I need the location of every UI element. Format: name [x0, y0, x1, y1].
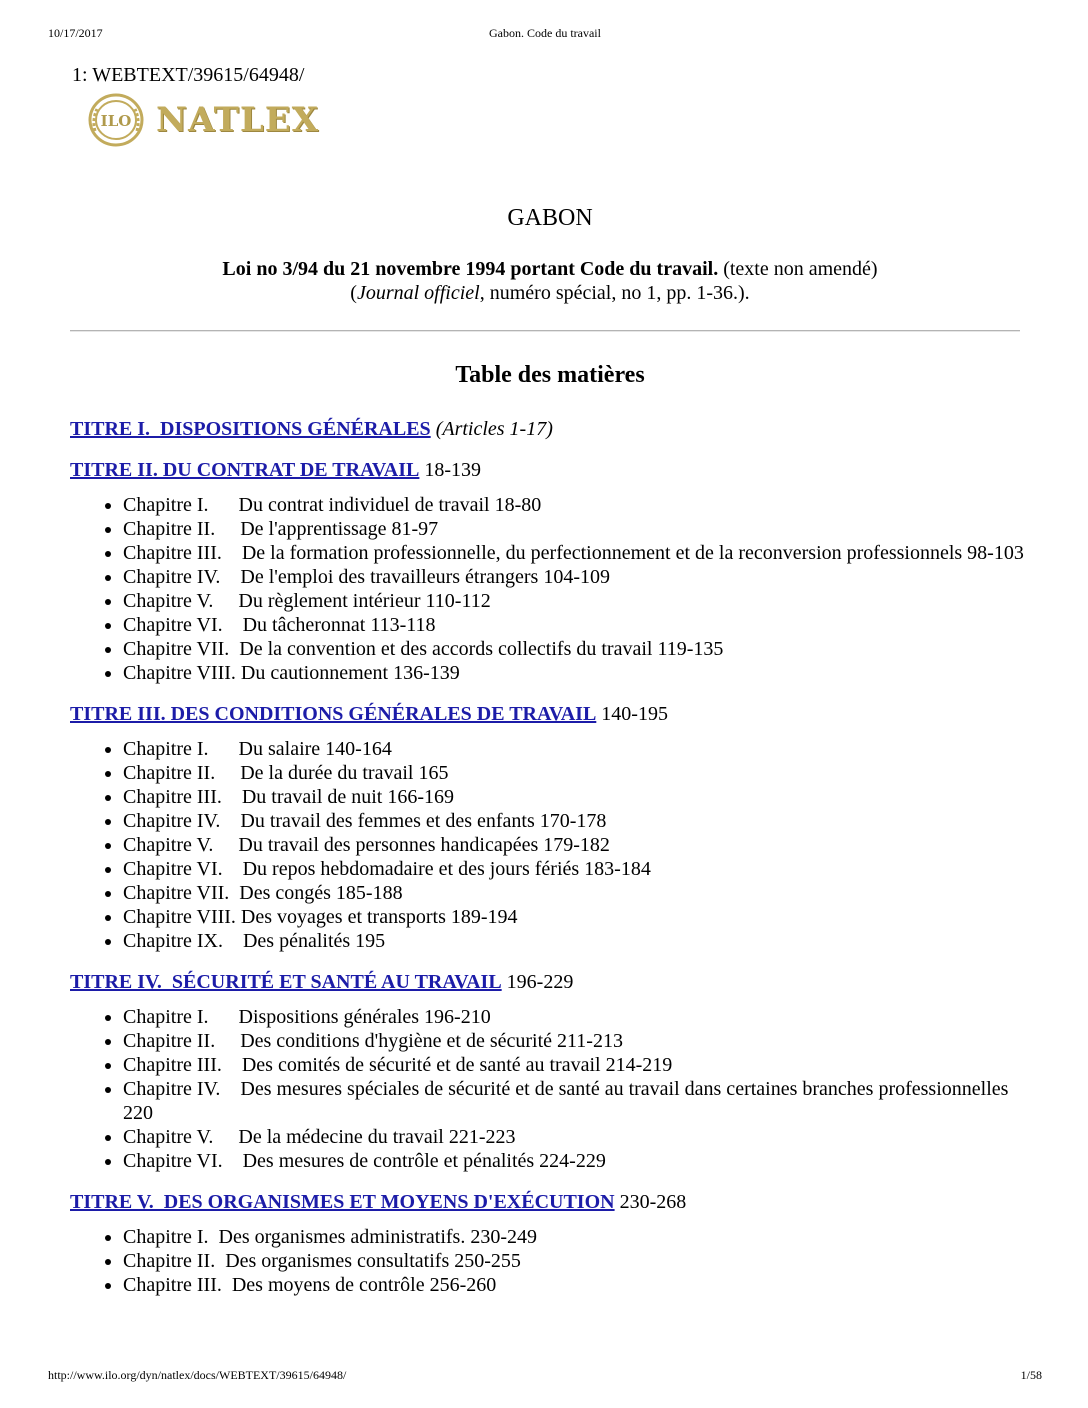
- chapter-item: • Chapitre III. Des comités de sécurité et de santé au travail 214-219: [123, 1053, 1030, 1077]
- chapter-item: • Chapitre III. De la formation professionnelle, du perfectionnement et de la reconversion professionnels 98-103: [123, 541, 1030, 565]
- natlex-wordmark: NATLEX: [156, 100, 320, 140]
- chapter-item: • Chapitre VI. Du repos hebdomadaire et des jours fériés 183-184: [123, 857, 1030, 881]
- chapter-item: • Chapitre I. Du salaire 140-164: [123, 737, 1030, 761]
- chapter-list: [70, 493, 1030, 685]
- chapter-item: • Chapitre III. Des moyens de contrôle 256-260: [123, 1273, 1030, 1297]
- print-footer: [48, 1368, 1042, 1386]
- chapter-item: • Chapitre II. De la durée du travail 165: [123, 761, 1030, 785]
- chapter-list: [70, 1225, 1030, 1297]
- print-title: Gabon. Code du travail: [489, 26, 601, 40]
- country-title: GABON: [507, 205, 593, 231]
- chapter-item: • Chapitre IX. Des pénalités 195: [123, 929, 1030, 953]
- journal-details: , numéro spécial, no 1, pp. 1-36.).: [479, 282, 750, 304]
- titre-article-range: 18-139: [419, 459, 482, 481]
- natlex-logo: [86, 90, 1030, 150]
- print-header: [48, 26, 1042, 44]
- reference-line: 1: WEBTEXT/39615/64948/: [72, 64, 305, 86]
- chapter-item: • Chapitre VII. Des congés 185-188: [123, 881, 1030, 905]
- seal-text: ILO: [100, 112, 132, 130]
- titre-heading: [70, 458, 1030, 482]
- chapter-item: • Chapitre V. Du règlement intérieur 110-112: [123, 589, 1030, 613]
- journal-name: Journal officiel: [356, 282, 480, 304]
- chapter-item: • Chapitre I. Dispositions générales 196-210: [123, 1005, 1030, 1029]
- titre-heading: [70, 417, 1030, 441]
- chapter-item: • Chapitre IV. De l'emploi des travailleurs étrangers 104-109: [123, 565, 1030, 589]
- titre-article-range: 196-229: [501, 971, 574, 993]
- chapter-item: • Chapitre IV. Du travail des femmes et des enfants 170-178: [123, 809, 1030, 833]
- chapter-list: [70, 737, 1030, 953]
- chapter-item: • Chapitre VIII. Des voyages et transports 189-194: [123, 905, 1030, 929]
- print-date: 10/17/2017: [48, 26, 103, 40]
- titre-link[interactable]: TITRE II. DU CONTRAT DE TRAVAIL: [70, 459, 420, 481]
- chapter-item: • Chapitre II. Des conditions d'hygiène et de sécurité 211-213: [123, 1029, 1030, 1053]
- titre-article-range: (Articles 1-17): [430, 418, 553, 440]
- chapter-item: • Chapitre II. Des organismes consultatifs 250-255: [123, 1249, 1030, 1273]
- titre-link[interactable]: TITRE V. DES ORGANISMES ET MOYENS D'EXÉCUTION: [70, 1191, 615, 1213]
- law-citation: [70, 257, 1030, 305]
- chapter-item: • Chapitre II. De l'apprentissage 81-97: [123, 517, 1030, 541]
- toc-heading: Table des matières: [455, 362, 645, 388]
- chapter-item: • Chapitre III. Du travail de nuit 166-169: [123, 785, 1030, 809]
- journal-open: (: [350, 282, 357, 304]
- horizontal-rule: [70, 330, 1020, 332]
- table-of-contents: [70, 417, 1030, 1297]
- chapter-item: • Chapitre I. Des organismes administratifs. 230-249: [123, 1225, 1030, 1249]
- titre-heading: [70, 970, 1030, 994]
- chapter-item: • Chapitre VI. Des mesures de contrôle et pénalités 224-229: [123, 1149, 1030, 1173]
- chapter-item: • Chapitre VIII. Du cautionnement 136-139: [123, 661, 1030, 685]
- titre-link[interactable]: TITRE III. DES CONDITIONS GÉNÉRALES DE TRAVAIL: [70, 703, 597, 725]
- chapter-item: • Chapitre V. Du travail des personnes handicapées 179-182: [123, 833, 1030, 857]
- law-title: Loi no 3/94 du 21 novembre 1994 portant Code du travail.: [222, 258, 719, 280]
- chapter-item: • Chapitre VI. Du tâcheronnat 113-118: [123, 613, 1030, 637]
- titre-article-range: 140-195: [596, 703, 668, 725]
- chapter-item: • Chapitre VII. De la convention et des accords collectifs du travail 119-135: [123, 637, 1030, 661]
- titre-article-range: 230-268: [614, 1191, 687, 1213]
- chapter-list: [70, 1005, 1030, 1173]
- chapter-item: • Chapitre V. De la médecine du travail 221-223: [123, 1125, 1030, 1149]
- ilo-seal-icon: [86, 91, 146, 149]
- page-number: 1/58: [1020, 1368, 1042, 1382]
- document-body: [70, 62, 1030, 1297]
- titre-link[interactable]: TITRE IV. SÉCURITÉ ET SANTÉ AU TRAVAIL: [70, 971, 502, 993]
- titre-heading: [70, 702, 1030, 726]
- chapter-item: • Chapitre I. Du contrat individuel de travail 18-80: [123, 493, 1030, 517]
- chapter-item: • Chapitre IV. Des mesures spéciales de sécurité et de santé au travail dans certaines branches professionnelles 220: [123, 1077, 1030, 1125]
- titre-heading: [70, 1190, 1030, 1214]
- law-note: (texte non amendé): [718, 258, 878, 280]
- titre-link[interactable]: TITRE I. DISPOSITIONS GÉNÉRALES: [70, 418, 431, 440]
- page-url: http://www.ilo.org/dyn/natlex/docs/WEBTEXT/39615/64948/: [48, 1368, 347, 1382]
